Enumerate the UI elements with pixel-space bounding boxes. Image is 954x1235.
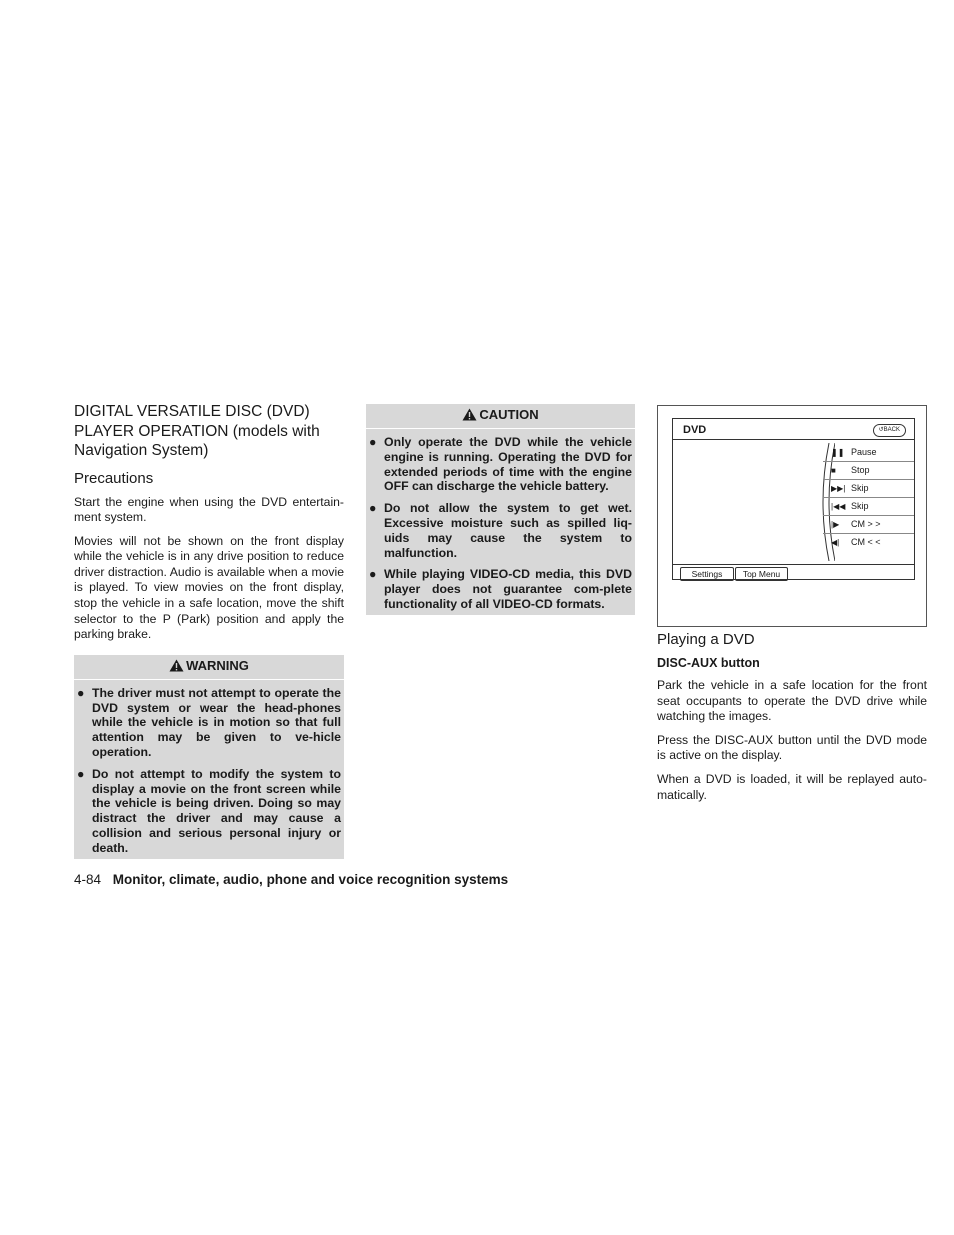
menu-item-label: CM < < bbox=[851, 537, 881, 547]
warning-item-text: Do not attempt to modify the system to display a movie on the front screen while the vehicle is being driven. Doing so may distract the driver and may cause a collision and serious personal injury or death. bbox=[92, 766, 341, 855]
caution-title: CAUTION bbox=[479, 407, 539, 422]
disc-aux-label: DISC-AUX button bbox=[657, 656, 760, 670]
menu-item-skip-back[interactable] bbox=[823, 498, 914, 516]
warning-box bbox=[74, 655, 344, 859]
paragraph-park: Park the vehicle in a safe location for the front seat occupants to operate the DVD drive while watching the images. bbox=[657, 678, 927, 724]
list-item bbox=[369, 501, 632, 560]
menu-item-label: Stop bbox=[851, 465, 870, 475]
menu-item-label: Skip bbox=[851, 483, 869, 493]
menu-item-label: CM > > bbox=[851, 519, 881, 529]
paragraph-start-engine: Start the engine when using the DVD entertain-ment system. bbox=[74, 494, 344, 525]
menu-item-label: Skip bbox=[851, 501, 869, 511]
playing-dvd-subhead: Playing a DVD bbox=[657, 631, 755, 648]
page-number: 4-84 bbox=[74, 872, 102, 887]
back-arrow-icon: ↺ bbox=[878, 427, 884, 433]
caution-box bbox=[366, 404, 635, 615]
cm-forward-icon: |▶ bbox=[831, 520, 840, 529]
warning-triangle-icon bbox=[462, 408, 477, 424]
caution-item-text: Do not allow the system to get wet. Excessive moisture such as spilled liq-uids may cause the system to malfunction. bbox=[384, 501, 632, 560]
stop-icon: ■ bbox=[831, 466, 836, 475]
back-label: BACK bbox=[883, 427, 900, 433]
warning-title: WARNING bbox=[186, 657, 249, 673]
warning-item-text: The driver must not attempt to operate the DVD system or wear the head-phones while the vehicle is in motion so that full attention may be given to ve-hicle operation. bbox=[92, 685, 341, 760]
precautions-subhead: Precautions bbox=[74, 469, 154, 487]
warning-triangle-icon bbox=[169, 659, 184, 675]
paragraph-loaded: When a DVD is loaded, it will be replayed auto-matically. bbox=[657, 771, 927, 802]
settings-button[interactable]: Settings bbox=[680, 567, 734, 581]
bullet-icon: ● bbox=[369, 435, 377, 449]
bullet-icon: ● bbox=[369, 501, 377, 516]
caution-item-text: Only operate the DVD while the vehicle engine is running. Operating the DVD for extended periods of time with the engine OFF can discharge the vehicle battery. bbox=[384, 435, 632, 494]
caution-header bbox=[366, 404, 635, 429]
middle-column bbox=[366, 404, 635, 615]
pause-icon: ❚❚ bbox=[831, 448, 845, 457]
list-item bbox=[77, 686, 341, 760]
menu-item-pause[interactable] bbox=[823, 444, 914, 462]
dvd-screen-figure bbox=[657, 405, 927, 627]
page-footer bbox=[74, 872, 508, 887]
warning-header bbox=[74, 655, 344, 680]
left-column bbox=[74, 402, 344, 859]
back-button[interactable] bbox=[873, 424, 906, 437]
screen-title: DVD bbox=[683, 424, 707, 436]
bullet-icon: ● bbox=[77, 685, 85, 700]
section-title: DIGITAL VERSATILE DISC (DVD) PLAYER OPERATION (models with Navigation System) bbox=[74, 403, 320, 459]
list-item bbox=[77, 767, 341, 856]
menu-item-label: Pause bbox=[851, 447, 877, 457]
warning-list bbox=[77, 686, 341, 856]
skip-back-icon: |◀◀ bbox=[831, 502, 846, 511]
dvd-screen bbox=[672, 418, 915, 580]
caution-item-text: While playing VIDEO-CD media, this DVD player does not guarantee com-plete functionality of all VIDEO-CD formats. bbox=[384, 567, 632, 611]
list-item bbox=[369, 435, 632, 494]
menu-item-skip-forward[interactable] bbox=[823, 480, 914, 498]
divider bbox=[673, 439, 914, 440]
caution-list bbox=[369, 435, 632, 612]
paragraph-movies: Movies will not be shown on the front display while the vehicle is in any drive position to reduce driver distraction. Audio is available when a movie is played. To view movies on the front display, stop the vehicle in a safe location, move the shift selector to the P (Park) position and apply the parking brake. bbox=[74, 533, 344, 642]
menu-item-cm-forward[interactable] bbox=[823, 516, 914, 534]
paragraph-press: Press the DISC-AUX button until the DVD mode is active on the display. bbox=[657, 732, 927, 763]
cm-back-icon: ◀| bbox=[831, 538, 840, 547]
right-column bbox=[657, 405, 927, 811]
list-item bbox=[369, 567, 632, 611]
menu-item-stop[interactable] bbox=[823, 462, 914, 480]
bullet-icon: ● bbox=[369, 567, 377, 582]
chapter-title: Monitor, climate, audio, phone and voice recognition systems bbox=[112, 872, 509, 887]
top-menu-button[interactable]: Top Menu bbox=[735, 567, 788, 581]
bullet-icon: ● bbox=[77, 766, 85, 781]
divider bbox=[673, 564, 914, 565]
menu-item-cm-back[interactable] bbox=[823, 534, 914, 551]
skip-forward-icon: ▶▶| bbox=[831, 484, 846, 493]
